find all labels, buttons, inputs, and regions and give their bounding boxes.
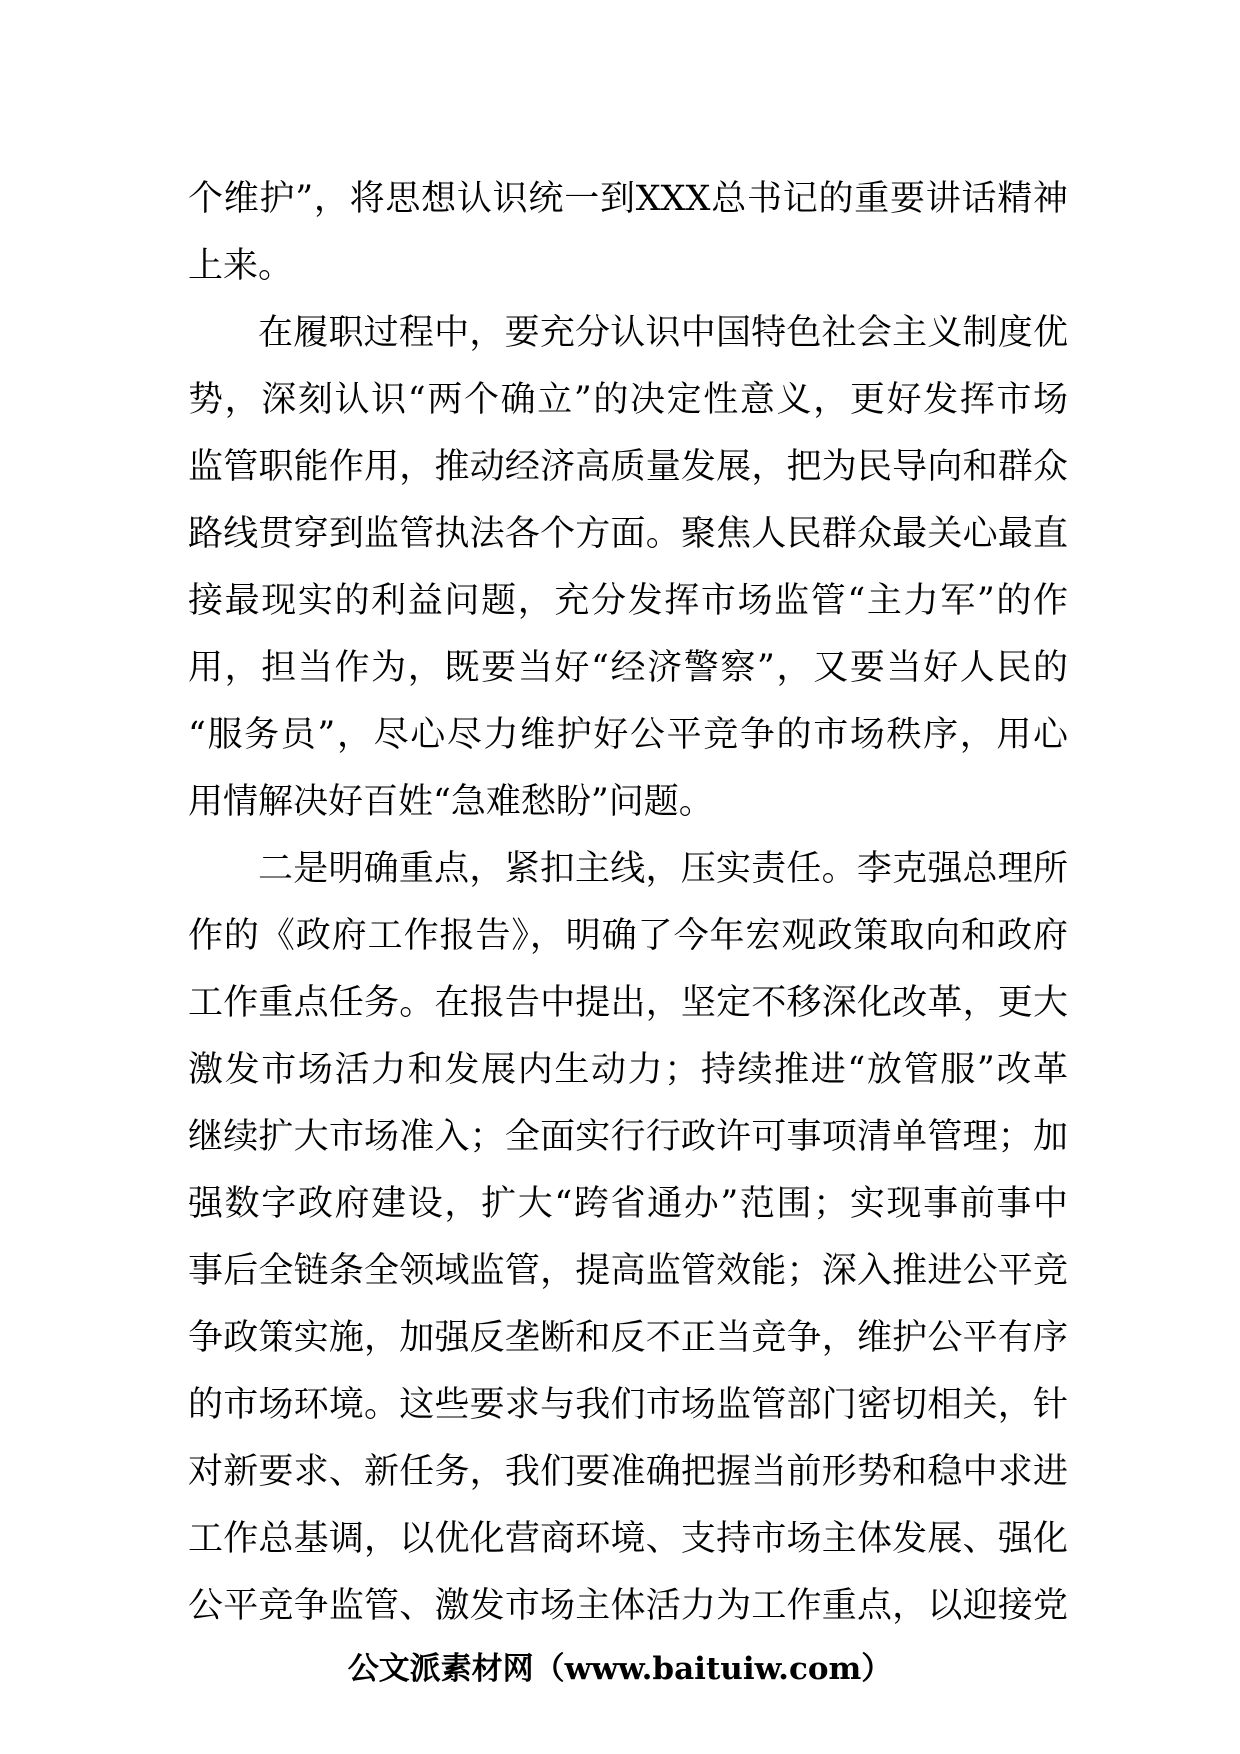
text-line: 在履职过程中，要充分认识中国特色社会主义制度优 [258, 313, 1068, 353]
main-text-block [188, 166, 1068, 1640]
text-line: 工作总基调，以优化营商环境、支持市场主体发展、强化 [188, 1519, 1068, 1559]
text-line: 强数字政府建设，扩大“跨省通办”范围；实现事前事中 [188, 1184, 1068, 1224]
text-line: 继续扩大市场准入；全面实行行政许可事项清单管理；加 [188, 1117, 1068, 1157]
text-line: 势，深刻认识“两个确立”的决定性意义，更好发挥市场 [188, 380, 1068, 420]
text-line: 的市场环境。这些要求与我们市场监管部门密切相关，针 [188, 1385, 1068, 1425]
text-line: 作的《政府工作报告》，明确了今年宏观政策取向和政府 [188, 916, 1068, 956]
text-line: “服务员”，尽心尽力维护好公平竞争的市场秩序，用心 [188, 715, 1068, 755]
text-line: 用，担当作为，既要当好“经济警察”，又要当好人民的 [188, 648, 1068, 688]
text-line: 接最现实的利益问题，充分发挥市场监管“主力军”的作 [188, 581, 1068, 621]
text-line: 公平竞争监管、激发市场主体活力为工作重点，以迎接党 [188, 1586, 1068, 1626]
text-line: 对新要求、新任务，我们要准确把握当前形势和稳中求进 [188, 1452, 1068, 1492]
text-line: 用情解决好百姓“急难愁盼”问题。 [188, 782, 714, 822]
text-line: 监管职能作用，推动经济高质量发展，把为民导向和群众 [188, 447, 1068, 487]
text-line: 事后全链条全领域监管，提高监管效能；深入推进公平竞 [188, 1251, 1068, 1291]
text-line: 二是明确重点，紧扣主线，压实责任。李克强总理所 [258, 849, 1068, 889]
text-line: 激发市场活力和发展内生动力；持续推进“放管服”改革 [188, 1050, 1068, 1090]
text-line: 路线贯穿到监管执法各个方面。聚焦人民群众最关心最直 [188, 514, 1068, 554]
text-line: 个维护”，将思想认识统一到XXX总书记的重要讲话精神 [188, 179, 1068, 219]
footer-watermark: 公文派素材网（www.baituiw.com） [347, 1651, 893, 1687]
text-line: 争政策实施，加强反垄断和反不正当竞争，维护公平有序 [188, 1318, 1068, 1358]
text-line: 上来。 [188, 246, 294, 286]
text-line: 工作重点任务。在报告中提出，坚定不移深化改革，更大 [188, 983, 1068, 1023]
